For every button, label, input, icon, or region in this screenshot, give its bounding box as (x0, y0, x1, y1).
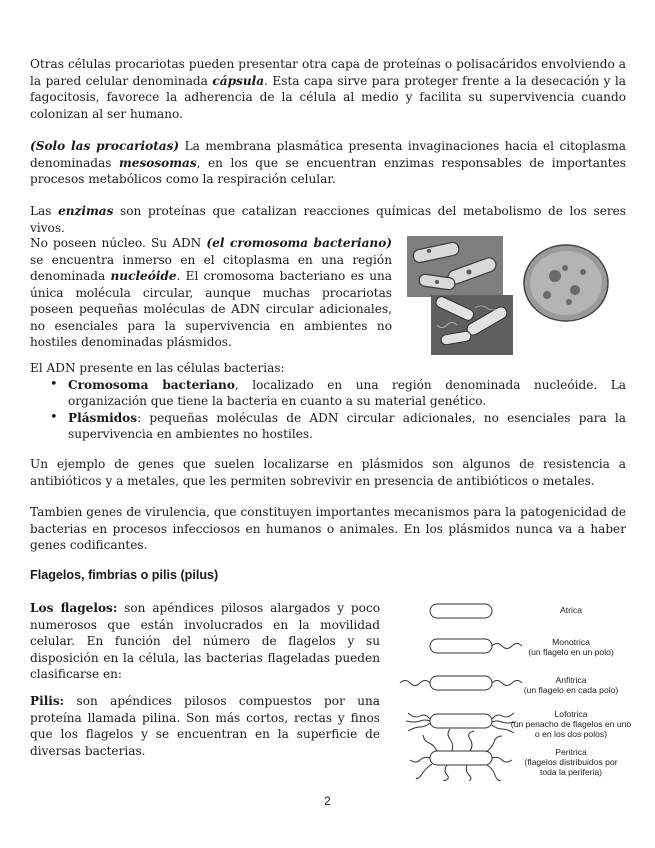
flagellum-lofotrica-3 (408, 723, 430, 731)
list-item: • Cromosoma bacteriano, localizado en una región denominada nucleóide. La organización que tiene la bacteria en cuanto a su material genético. (30, 377, 626, 410)
page-number: 2 (324, 794, 331, 808)
adn-list (30, 377, 626, 443)
paragraph-mesosomas: (Solo las procariotas) La membrana plasmática presenta invaginaciones hacia el citoplasma denominadas mesosomas, en los que se encuentran enzimas responsables de importantes procesos metabólicos como la respiración celular. (30, 139, 626, 186)
flagellum-lofotrica-1 (408, 713, 430, 719)
paragraph-adn: No poseen núcleo. Su ADN (el cromosoma bacteriano) se encuentra inmerso en el citoplasma en una región denominada nucleóide. El cromosoma bacteriano es una única molécula circular, aunque muchas procariotas poseen pequeñas moléculas de ADN circular adicionales, no esenciales para la supervivencia en ambientes no hostiles denominadas plásmidos. (30, 236, 392, 349)
bacteria-micrograph-1 (407, 236, 503, 297)
paragraph-enzimas: Las enzimas son proteínas que catalizan reacciones químicas del metabolismo de los seres vivos. (30, 204, 626, 235)
paragraph-pilis: Pilis: son apéndices pilosos compuestos por una proteína llamada pilina. Son más cortos, rectas y finos que los flagelos y se encuentran en la superficie de diversas bacterias. (30, 694, 380, 758)
list-item: • Plásmidos: pequeñas moléculas de ADN circular adicionales, no esenciales para la supervivencia en ambientes no hostiles. (30, 410, 626, 443)
paragraph-plasmidos-genes: Un ejemplo de genes que suelen localizarse en plásmidos son algunos de resistencia a antibióticos y a metales, que les permiten sobrevivir en presencia de antibióticos o metales. (30, 457, 626, 488)
label-anfitrica: Anfitrica (un flagelo en cada polo) (523, 675, 619, 695)
label-monotrica: Monotrica (un flagelo en un polo) (528, 637, 614, 657)
cell-lofotrica (430, 714, 492, 728)
cell-peritrica (430, 751, 492, 765)
paragraph-capsula: Otras células procariotas pueden presentar otra capa de proteínas o polisacáridos envolviendo a la pared celular denominada cápsula. Esta capa sirve para proteger frente a la desecación y la fagocitosis, favorece la adherencia de la célula al medio y facilita su supervivencia cuando colonizan al ser humano. (30, 57, 626, 121)
section-heading: Flagelos, fimbrias o pilis (pilus) (30, 568, 219, 582)
label-lofotrica: Lofotrica (un penacho de flagelos en uno o en los dos polos) (510, 709, 632, 739)
paragraph-virulencia: Tambien genes de virulencia, que constituyen importantes mecanismos para la patogenicidad de bacterias en procesos infecciosos en humanos o animales. En los plásmidos nunca va a haber genes codificantes. (30, 505, 626, 552)
cell-atrica (430, 604, 492, 618)
paragraph-flagelos: Los flagelos: son apéndices pilosos alargados y poco numerosos que están involucrados en la movilidad celular. En función del número de flagelos y su disposición en la célula, las bacterias flageladas pueden clasificarse en: (30, 601, 380, 681)
cell-monotrica (430, 639, 492, 653)
flagella-peritrica (410, 729, 512, 781)
label-peritrica: Peritrica (flagelos distribuidos por toda la periferia) (524, 747, 618, 777)
bacteria-micrograph-3 (431, 295, 513, 355)
flagella-arrangement-diagram (392, 601, 632, 781)
flagellum-anfitrica-left (400, 681, 430, 686)
cell-anfitrica (430, 676, 492, 690)
flagellum-lofotrica-2 (406, 720, 430, 722)
adn-list-intro: El ADN presente en las células bacterias: (30, 361, 285, 375)
bacteria-micrograph-2 (517, 240, 615, 326)
adn-list-section (30, 360, 626, 443)
label-atrica: Atrica (560, 605, 582, 615)
